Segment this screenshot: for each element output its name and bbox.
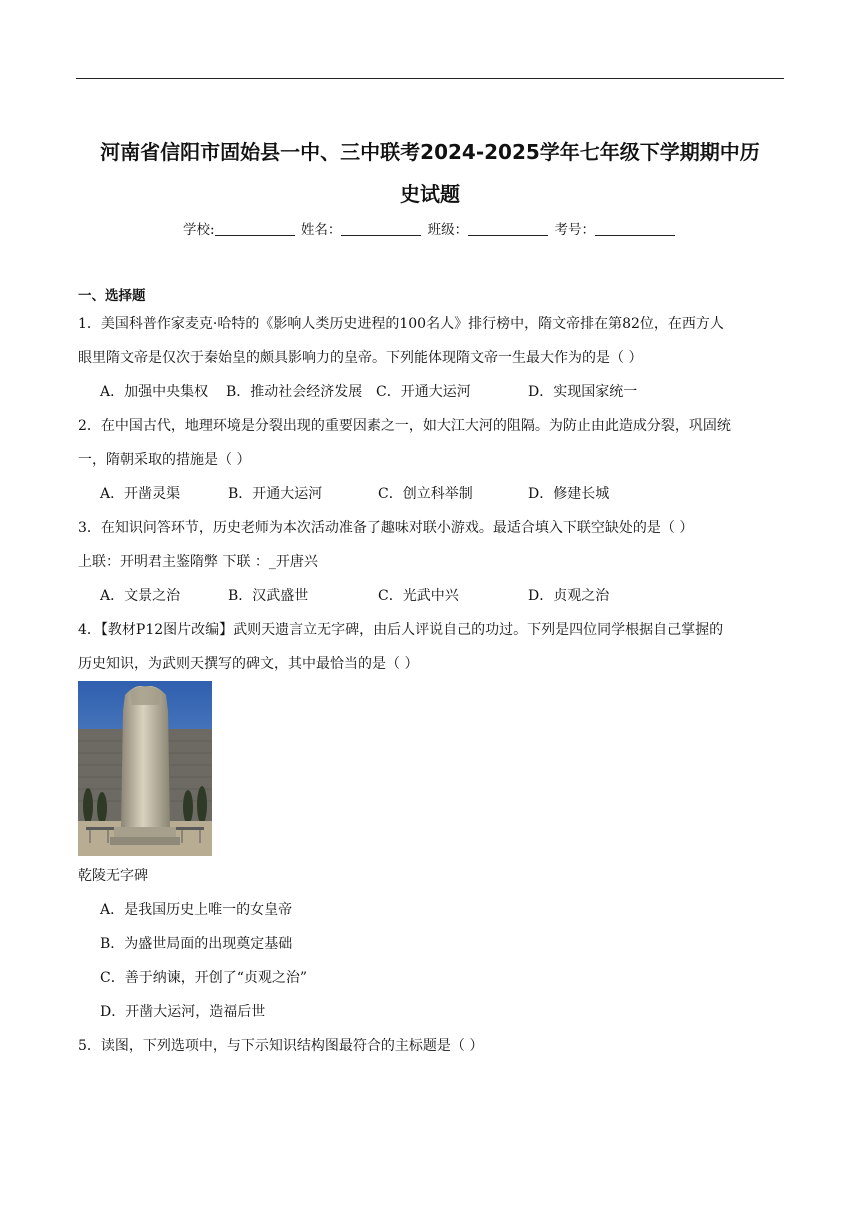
question-3-option-d[interactable]: D．贞观之治 — [528, 588, 610, 604]
question-4-option-b[interactable]: B．为盛世局面的出现奠定基础 — [100, 936, 293, 952]
question-1-line-1: 1．美国科普作家麦克·哈特的《影响人类历史进程的100名人》排行榜中，隋文帝排在第82位，在西方人 — [78, 316, 724, 332]
name-label: 姓名： — [300, 222, 342, 238]
question-1-option-d[interactable]: D．实现国家统一 — [528, 384, 638, 400]
question-3-option-a[interactable]: A．文景之治 — [100, 588, 181, 604]
question-2-option-a[interactable]: A．开凿灵渠 — [100, 486, 181, 502]
exam-no-label: 考号： — [554, 222, 595, 238]
question-3-option-c[interactable]: C．光武中兴 — [378, 588, 459, 604]
stele-photo — [78, 681, 212, 856]
question-3-option-b[interactable]: B．汉武盛世 — [228, 588, 309, 604]
student-info-row — [0, 218, 860, 238]
question-4-option-a[interactable]: A．是我国历史上唯一的女皇帝 — [100, 902, 293, 918]
name-field[interactable] — [341, 222, 421, 236]
question-5-line-1: 5．读图，下列选项中，与下示知识结构图最符合的主标题是（ ） — [78, 1038, 484, 1054]
question-2-line-2: 一，隋朝采取的措施是（ ） — [78, 452, 251, 468]
question-4-option-d[interactable]: D．开凿大运河，造福后世 — [100, 1004, 266, 1020]
question-2-option-c[interactable]: C．创立科举制 — [378, 486, 473, 502]
question-1-line-2: 眼里隋文帝是仅次于秦始皇的颇具影响力的皇帝。下列能体现隋文帝一生最大作为的是（ ） — [78, 350, 643, 366]
question-4-line-1: 4．【教材P12图片改编】武则天遗言立无字碑，由后人评说自己的功过。下列是四位同学根据自己掌握的 — [78, 622, 724, 638]
question-2-option-b[interactable]: B．开通大运河 — [228, 486, 323, 502]
school-field[interactable] — [215, 222, 295, 236]
question-2-option-d[interactable]: D．修建长城 — [528, 486, 610, 502]
header-rule — [76, 78, 784, 79]
question-3-line-1: 3．在知识问答环节，历史老师为本次活动准备了趣味对联小游戏。最适合填入下联空缺处的是（ ） — [78, 520, 694, 536]
class-field[interactable] — [468, 222, 548, 236]
stele-caption: 乾陵无字碑 — [78, 868, 148, 884]
page-title-line2: 史试题 — [400, 182, 460, 206]
question-1-option-b[interactable]: B．推动社会经济发展 — [226, 384, 363, 400]
question-4-option-c[interactable]: C．善于纳谏，开创了“贞观之治” — [100, 970, 308, 986]
question-1-option-a[interactable]: A．加强中央集权 — [100, 384, 209, 400]
question-4-line-2: 历史知识，为武则天撰写的碑文，其中最恰当的是（ ） — [78, 656, 419, 672]
question-2-line-1: 2．在中国古代，地理环境是分裂出现的重要因素之一，如大江大河的阻隔。为防止由此造成分裂，巩固统 — [78, 418, 731, 434]
section-title: 一、选择题 — [78, 288, 146, 304]
question-1-option-c[interactable]: C．开通大运河 — [376, 384, 471, 400]
exam-no-field[interactable] — [595, 222, 675, 236]
class-label: 班级： — [427, 222, 469, 238]
question-3-line-2: 上联：开明君主鉴隋弊 下联 ：_开唐兴 — [78, 554, 318, 570]
page-title-line1: 河南省信阳市固始县一中、三中联考2024-2025学年七年级下学期期中历 — [100, 140, 760, 164]
school-label: 学校: — [183, 222, 215, 238]
